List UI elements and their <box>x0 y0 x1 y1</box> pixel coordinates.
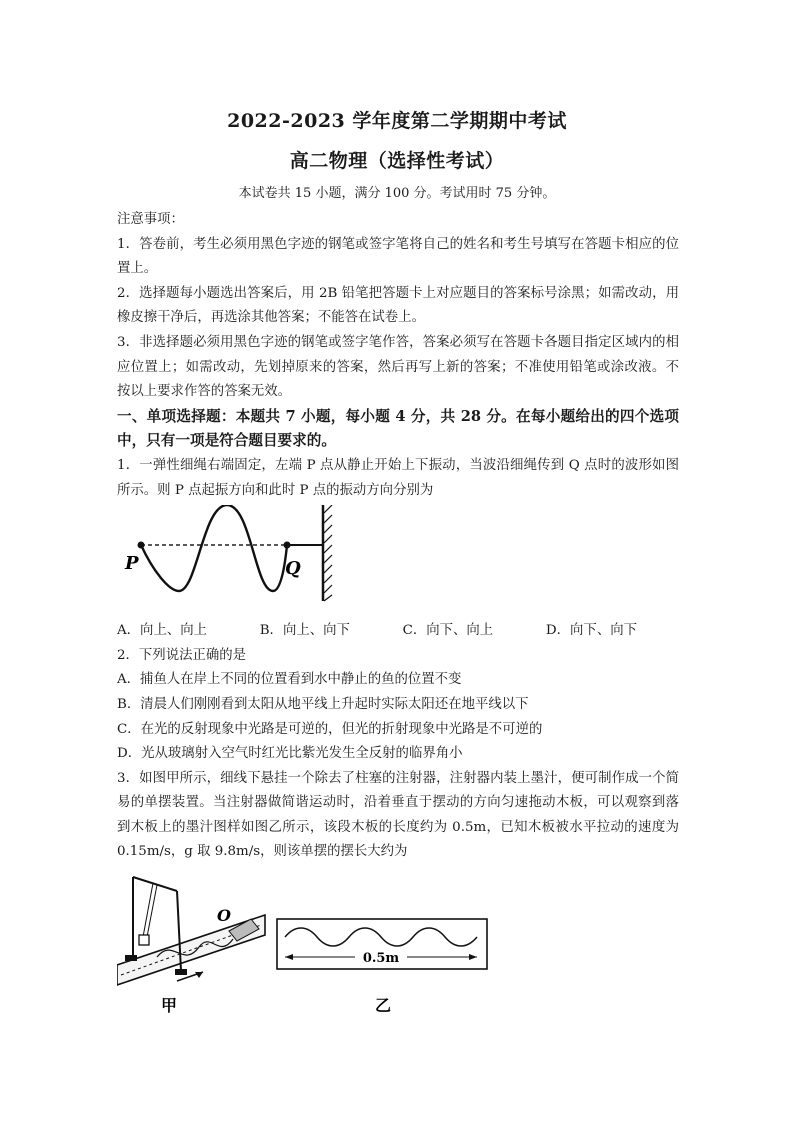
figure-yi-caption: 乙 <box>375 996 392 1016</box>
stand-foot-right <box>175 969 187 975</box>
q2-stem: 2．下列说法正确的是 <box>117 647 247 663</box>
note-item-2: 2．选择题每小题选出答案后，用 2B 铅笔把答题卡上对应题目的答案标号涂黑；如需改动，用橡皮擦干净后，再选涂其他答案；不能答在试卷上。 <box>117 285 679 326</box>
q1-option-d: D．向下、向下 <box>545 623 637 639</box>
q2-option-b: B．清晨人们刚刚看到太阳从地平线上升起时实际太阳还在地平线以下 <box>117 696 529 712</box>
q3-stem: 3．如图甲所示，细线下悬挂一个除去了柱塞的注射器，注射器内装上墨汁，便可制作成一个简易的单摆装置。当注射器做简谐运动时，沿着垂直于摆动的方向匀速拖动木板，可以观察到落到木板上的墨汁图样如图乙所示，该段木板的长度约为 0.5m，已知木板被水平拉动的速度为 0.15m/s，g 取 9.8m/s，则该单摆的摆长大约为 <box>117 770 679 860</box>
q1-wave-figure <box>117 505 679 621</box>
point-p-dot <box>138 542 145 549</box>
syringe <box>139 935 149 945</box>
q3-figures <box>117 871 679 1019</box>
q1-option-a: A．向上、向上 <box>117 623 208 639</box>
stand-foot-left <box>125 955 137 961</box>
figure-jia <box>117 877 265 1015</box>
section-heading: 一、单项选择题：本题共 7 小题，每小题 4 分，共 28 分。在每小题给出的四个选项中，只有一项是符合题目要求的。 <box>117 407 679 450</box>
q1-option-b: B．向上、向下 <box>259 623 350 639</box>
exam-info: 本试卷共 15 小题，满分 100 分。考试用时 75 分钟。 <box>238 186 556 201</box>
thread-right <box>147 885 157 937</box>
q1-option-c: C．向下、向上 <box>402 623 494 639</box>
figure-yi <box>277 919 487 1015</box>
point-q-label: Q <box>285 558 301 580</box>
notes-heading: 注意事项： <box>117 212 184 227</box>
q2-option-c: C．在光的反射现象中光路是可逆的，但光的折射现象中光路是不可逆的 <box>117 721 543 737</box>
exam-body <box>117 208 679 1019</box>
wave-diagram <box>117 505 367 621</box>
q1-stem: 1．一弹性细绳右端固定，左端 P 点从静止开始上下振动，当波沿细绳传到 Q 点时的波形如图所示。则 P 点起振方向和此时 P 点的振动方向分别为 <box>117 457 679 498</box>
stand-top-beam <box>133 877 177 891</box>
exam-title: 2022-2023 学年度第二学期期中考试 <box>227 110 567 132</box>
length-label: 0.5m <box>362 951 400 967</box>
wall-hatching <box>324 505 332 601</box>
thread-left <box>143 883 153 937</box>
q1-options <box>117 619 637 644</box>
q2-option-d: D．光从玻璃射入空气时红光比紫光发生全反射的临界角小 <box>117 746 463 762</box>
note-item-3: 3．非选择题必须用黑色字迹的钢笔或签字笔作答，答案必须写在答题卡各题目指定区域内的相应位置上；如需改动，先划掉原来的答案，然后再写上新的答案；不准使用铅笔或涂改液。不按以上要求作答的答案无效。 <box>117 334 679 400</box>
point-o-label: O <box>217 906 231 926</box>
figure-jia-caption: 甲 <box>161 996 178 1016</box>
exam-subject: 高二物理（选择性考试） <box>289 150 505 172</box>
q2-option-a: A．捕鱼人在岸上不同的位置看到水中静止的鱼的位置不变 <box>117 672 462 688</box>
wave-curve <box>141 505 287 591</box>
point-p-label: P <box>125 553 139 575</box>
point-q-dot <box>284 542 291 549</box>
note-item-1: 1．答卷前，考生必须用黑色字迹的钢笔或签字笔将自己的姓名和考生号填写在答题卡相应的位置上。 <box>117 236 679 277</box>
pendulum-diagrams <box>117 871 489 1019</box>
